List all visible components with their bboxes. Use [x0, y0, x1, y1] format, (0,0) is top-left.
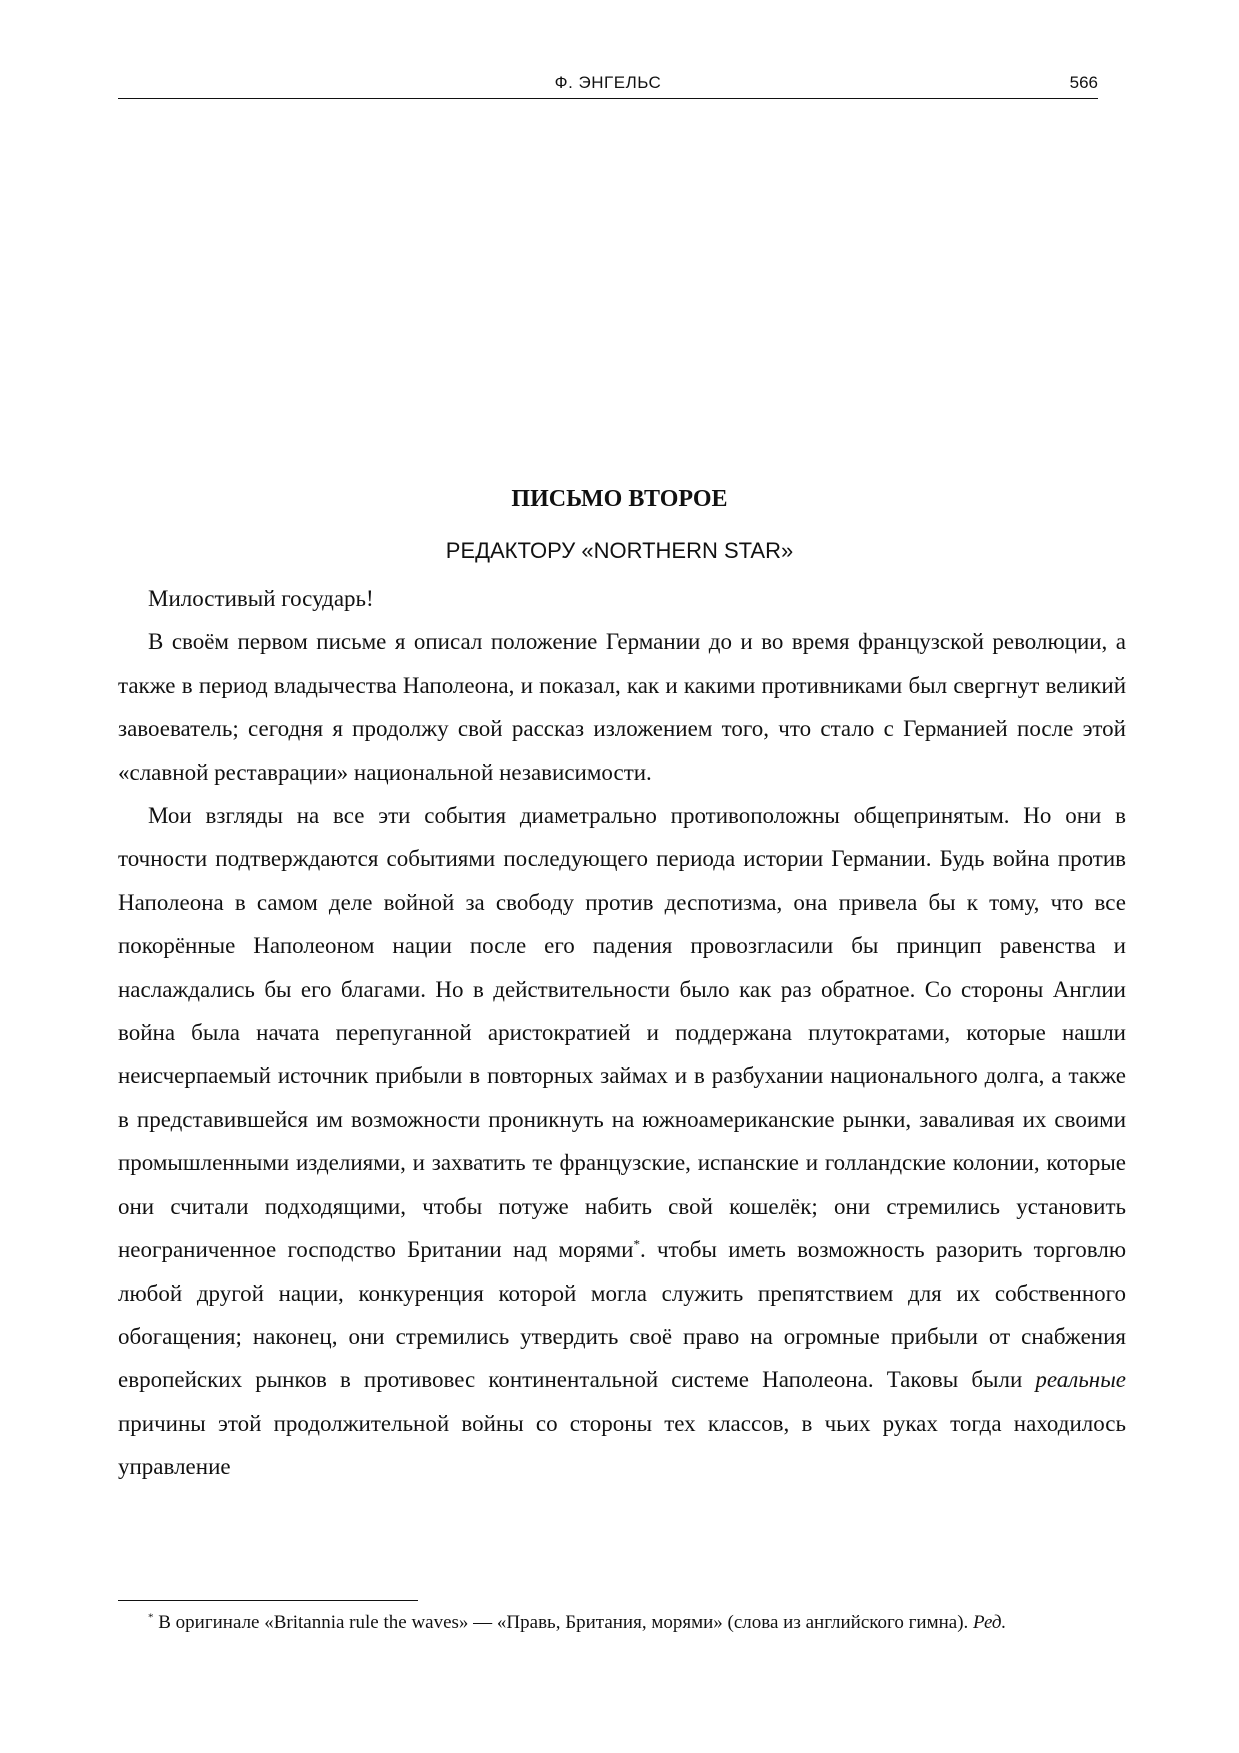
paragraph-1: В своём первом письме я описал положение Германии до и во время французской революции, а также в период владычества Наполеона, и показал, как и какими противниками был свергнут великий завоеватель; сегодня я продолжу свой рассказ изложением того, что стало с Германией после этой «славной реставрации» национальной независимости. [118, 629, 1126, 785]
paragraph-2-text-c: причины этой продолжительной войны со стороны тех классов, в чьих руках тогда находилось управление [118, 1410, 1126, 1480]
running-header [118, 70, 1098, 99]
footnote-text: В оригинале «Britannia rule the waves» — «Правь, Британия, морями» (слова из английского гимна). [153, 1612, 974, 1633]
letter-body [118, 577, 1126, 1489]
footnote-reference[interactable]: * [633, 1236, 640, 1252]
footnote-editor-mark: Ред. [973, 1612, 1007, 1633]
greeting: Милостивый государь! [148, 586, 374, 611]
footnote [148, 1611, 1108, 1635]
letter-addressee: РЕДАКТОРУ «NORTHERN STAR» [445, 538, 794, 563]
footnote-divider [118, 1600, 418, 1601]
footnote-mark: * [148, 1611, 154, 1624]
paragraph-2-text-a: Мои взгляды на все эти события диаметрально противоположны общепринятым. Но они в точности подтверждаются событиями последующего периода истории Германии. Будь война против Наполеона в самом деле войной за свободу против деспотизма, она привела бы к тому, что все покорённые Наполеоном нации после его падения провозгласили бы принцип равенства и наслаждались бы его благами. Но в действительности было как раз обратное. Со стороны Англии война была начата перепуганной аристократией и поддержана плутократами, которые нашли неисчерпаемый источник прибыли в повторных займах и в разбухании национального долга, а также в представившейся им возможности проникнуть на южноамериканские рынки, заваливая их своими промышленными изделиями, и захватить те французские, испанские и голландские колонии, которые они считали подходящими, чтобы потуже набить свой кошелёк; они стремились установить неограниченное господство Британии над морями [118, 803, 1126, 1263]
paragraph-2-text-b: . чтобы иметь возможность разорить торговлю любой другой нации, конкуренция которой могла служить препятствием для их собственного обогащения; наконец, они стремились утвердить своё право на огромные прибыли от снабжения европейских рынков в противовес континентальной системе Наполеона. Таковы были [118, 1237, 1127, 1393]
page-number: 566 [1069, 73, 1098, 92]
paragraph-2 [118, 794, 1126, 1489]
letter-title: ПИСЬМО ВТОРОЕ [511, 486, 728, 512]
emphasized-word: реальные [1035, 1367, 1126, 1393]
header-author: Ф. ЭНГЕЛЬС [554, 73, 662, 92]
